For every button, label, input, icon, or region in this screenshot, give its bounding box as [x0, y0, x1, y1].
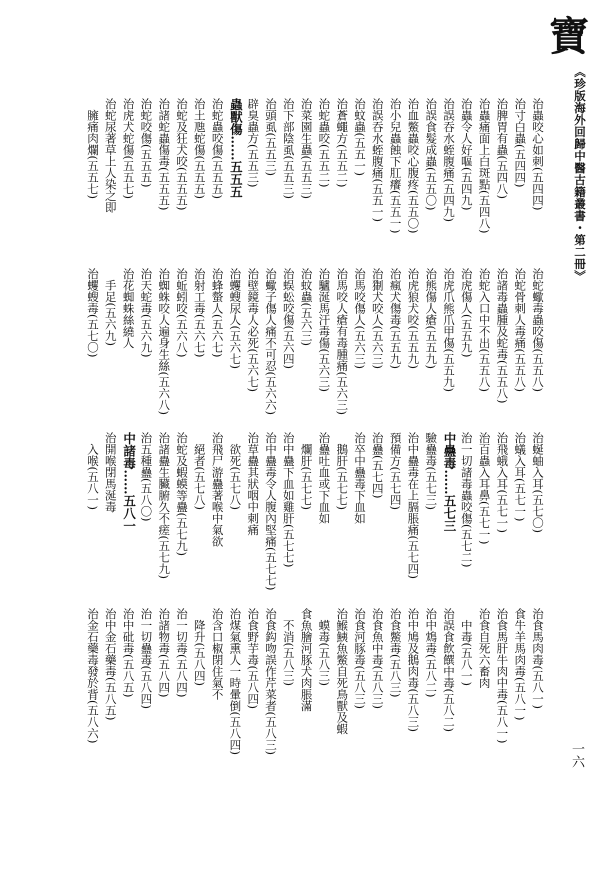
index-entry: 治蜘蛛咬人遍身生絲(五六八): [157, 268, 172, 415]
index-entry: 治食河豚毒(五八三): [353, 608, 367, 709]
index-entry: 治食野芋毒(五八四): [246, 608, 261, 709]
index-entry: 治一切蠱毒(五八四): [139, 608, 154, 709]
index-entry: 治飛尸游蠱著喉中氣欲: [210, 432, 225, 547]
index-entry: 辟臭蟲方(五五三): [246, 98, 261, 188]
index-entry: 蟆毒(五八三): [317, 608, 332, 686]
index-entry: 治小兒蟲蝕下肛癢(五五一): [388, 98, 403, 234]
index-entry: 治含口椒閉住氣不: [210, 608, 225, 700]
index-entry: 治蛇尿著草上人染之即: [103, 98, 118, 213]
index-entry: 治食自死六畜肉: [477, 608, 492, 689]
index-entry: 治馬咬人瘡有毒腫痛(五六三): [335, 268, 350, 415]
index-entry: 不消(五八三): [281, 608, 296, 686]
index-entry: 治諸毒蟲腫及蛇毒(五五八): [495, 268, 510, 404]
index-entry: 降升(五八四): [192, 608, 207, 686]
index-entry: 治脾胃有蟲(五四八): [495, 98, 510, 199]
index-entry: 治瘋犬傷毒(五五九): [388, 268, 403, 369]
index-entry: 治食鱉毒(五八三): [388, 608, 403, 698]
index-entry: 治虎傷人(五五九): [459, 268, 474, 358]
index-entry: 治蠱(五七四): [370, 432, 385, 499]
index-entry: 治中蠱毒令人腹內堅痛(五七七): [264, 432, 278, 591]
index-entry: 治誤食飲饌中毒(五八二): [442, 608, 456, 732]
index-entry: 治蛇及狂犬咬(五五五): [175, 98, 189, 211]
index-entry: 治食馬肉毒(五八一): [531, 608, 545, 709]
index-entry: 治飛蛾入耳(五七一): [495, 432, 510, 533]
index-entry: 治寸白蟲(五四四): [513, 98, 528, 188]
index-entry: 治中蠱毒在上膈脹痛(五七四): [406, 432, 421, 579]
index-entry: 治草蠱其狀咽中刺痛: [246, 432, 261, 536]
index-entry: 絕者(五七八): [192, 432, 207, 510]
index-entry: 治諸蛇蟲傷毒(五五五): [157, 98, 172, 211]
index-entry: 治蒼蠅方(五五二): [335, 98, 350, 188]
section-heading: 蟲獸傷……五五五: [228, 98, 244, 198]
running-header: 《珍版海外回歸中醫古籍叢書・第二冊》: [573, 66, 587, 282]
index-entry: 治熊傷人瘡(五五九): [424, 268, 439, 369]
index-entry: 治開喉閉馬涎毒: [103, 432, 118, 513]
index-entry: 預備方(五七四): [388, 432, 403, 510]
index-entry: 治土虺蛇傷(五五五): [192, 98, 207, 199]
index-entry: 治蜒蚰入耳(五七〇): [531, 432, 545, 533]
index-entry: 治蠼螋毒(五七〇): [86, 268, 100, 358]
index-entry: 食魚膾河豚犬肉脹滿: [299, 608, 314, 712]
index-entry: 治食馬肝牛肉中毒(五八一): [495, 608, 510, 744]
index-entry: 治花蜘蛛絲繞人: [121, 268, 136, 349]
index-entry: 治蟲痛面上白斑點(五四八): [477, 98, 492, 234]
index-entry: 爛肝(五七七): [299, 432, 314, 510]
index-entry: 中毒(五八一): [459, 608, 474, 686]
index-entry: 治諸物毒(五八四): [157, 608, 172, 698]
index-entry: 治蟲咬心如刺(五四四): [531, 98, 545, 211]
index-entry: 治蠼螋尿人(五六七): [228, 268, 243, 369]
index-entry: 治煤氣熏人一時暈倒(五八四): [228, 608, 243, 755]
index-entry: 治一切毒(五八四): [175, 608, 189, 698]
index-entry: 鵝肝(五七七): [335, 432, 350, 510]
index-entry: 治虎犬蛇傷(五五七): [121, 98, 136, 199]
index-entry: 治馬咬傷人(五六三): [353, 268, 367, 369]
index-entry: 治卒中蠱毒下血如: [353, 432, 367, 524]
index-entry: 治蛇蟲咬(五五二): [317, 98, 332, 188]
index-entry: 治蛇及蝦蟆等蠱(五七九): [175, 432, 189, 556]
index-entry: 治鯸鮧魚鱉自死鳥獸及蝦: [335, 608, 350, 735]
index-entry: 治蚯蚓咬(五六八): [175, 268, 189, 358]
series-logo: 寶: [549, 13, 589, 60]
index-entry: 臃痛肉爛(五五七): [86, 98, 100, 199]
index-entry: 治猘犬咬人(五六三): [370, 268, 385, 369]
index-entry: 治一切諸毒蟲咬傷(五七二): [459, 432, 474, 568]
index-entry: 治蚊蟲(五六三): [299, 268, 314, 346]
section-heading: 中蠱毒……五七三: [442, 432, 457, 532]
index-entry: 治蛇蠍毒蟲咬傷(五五八): [531, 268, 545, 392]
index-entry: 治蟲令人好嘔(五四九): [459, 98, 474, 211]
index-entry: 治蠍子傷人痛不可忍(五六六): [264, 268, 278, 415]
index-entry: 治蜈蚣咬傷(五六四): [281, 268, 296, 369]
section-heading: 中諸毒……五八一: [121, 432, 137, 532]
index-entry: 治食鈎吻誤作芹菜者(五八三): [264, 608, 278, 755]
index-entry: 入喉(五八一): [86, 432, 100, 510]
index-entry: 食牛羊馬肉毒(五八一): [513, 608, 528, 721]
index-entry: 治中鴆毒(五八二): [424, 608, 439, 698]
index-entry: 治諸蠱生臟腑久不瘥(五七九): [157, 432, 172, 579]
index-entry: 治蛇骨刺人毒痛(五五八): [513, 268, 528, 392]
index-entry: 治蛇入口中不出(五五八): [477, 268, 492, 392]
index-entry: 治蛇咬傷(五五五): [139, 98, 154, 188]
index-entry: 治中鳩及鵝肉毒(五八三): [406, 608, 421, 732]
index-entry: 治血鱉蟲咬心腹疼(五五〇): [406, 98, 421, 234]
index-entry: 治下部陰虱(五五三): [281, 98, 296, 199]
index-entry: 治中蠱下血如雞肝(五七七): [281, 432, 296, 568]
index-entry: 手足(五六九): [103, 268, 118, 346]
index-entry: 治射工毒(五六七): [192, 268, 207, 358]
index-entry: 治虎狼犬咬(五五九): [406, 268, 421, 369]
index-entry: 治菜園生蟲(五五三): [299, 98, 314, 199]
index-entry: 治壁鏡毒人必死(五六七): [246, 268, 261, 392]
index-entry: 治頭虱(五五三): [264, 98, 278, 176]
index-entry: 治中砒毒(五八五): [121, 608, 136, 698]
index-entry: 治誤吞水蛭腹痛(五五一): [370, 98, 385, 222]
index-entry: 驗蠱毒(五七三): [424, 432, 439, 510]
index-entry: 治百蟲入耳鼻(五七一): [477, 432, 492, 545]
index-entry: 治金石藥毒發於背(五八六): [86, 608, 100, 744]
index-entry: 治蛇蟲咬傷(五五五): [210, 98, 225, 199]
index-entry: 治驢涎馬汗毒傷(五六三): [317, 268, 332, 392]
index-entry: 治蠱吐血或下血如: [317, 432, 332, 524]
index-entry: 治誤食髮成蟲(五五〇): [424, 98, 439, 211]
index-entry: 治食魚中毒(五八三): [370, 608, 385, 709]
index-entry: 治天蛇毒(五六九): [139, 268, 154, 358]
index-entry: 治蚊蟲(五五一): [353, 98, 367, 176]
index-entry: 治蟻入耳(五七一): [513, 432, 528, 522]
index-entry: 治中金石藥毒(五八五): [103, 608, 118, 721]
index-entry: 治蜂螫人(五六七): [210, 268, 225, 358]
index-entry: 欲死(五七八): [228, 432, 243, 510]
page-number: 一六: [569, 742, 584, 768]
index-entry: 治五種蠱(五八〇): [139, 432, 154, 522]
index-entry: 治虎爪熊爪甲傷(五五九): [442, 268, 456, 392]
index-entry: 治誤吞水蛭腹痛(五四九): [442, 98, 456, 222]
